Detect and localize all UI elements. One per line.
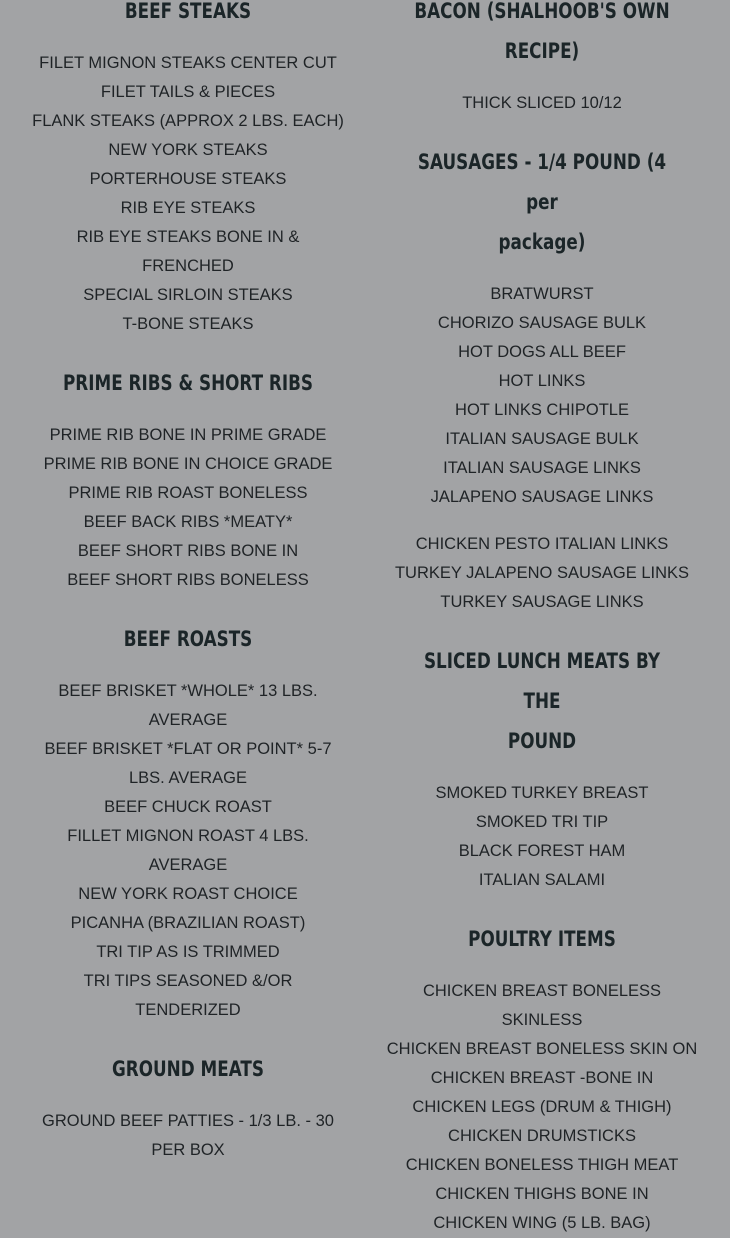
list-item: CHICKEN BONELESS THIGH MEAT: [405, 1156, 679, 1174]
list-item: PICANHA (BRAZILIAN ROAST): [70, 914, 306, 932]
lunch-meats-list: [372, 779, 712, 895]
prime-ribs-list: [12, 421, 364, 595]
list-item: PRIME RIB BONE IN CHOICE GRADE: [43, 455, 333, 473]
list-item: TRI TIPS SEASONED &/OR: [83, 972, 293, 990]
list-item: GROUND BEEF PATTIES - 1/3 LB. - 30: [42, 1112, 334, 1130]
list-item: FLANK STEAKS (APPROX 2 LBS. EACH): [32, 112, 344, 130]
list-item: ITALIAN SAUSAGE LINKS: [443, 459, 641, 477]
bacon-list: [372, 89, 712, 118]
list-item: PRIME RIB BONE IN PRIME GRADE: [49, 426, 327, 444]
ground-meats-list: [12, 1107, 364, 1165]
list-item: NEW YORK ROAST CHOICE: [78, 885, 298, 903]
list-item: CHICKEN LEGS (DRUM & THIGH): [412, 1098, 672, 1116]
list-item: SMOKED TRI TIP: [475, 813, 609, 831]
prime-ribs-heading: PRIME RIBS & SHORT RIBS: [62, 371, 314, 395]
list-item: CHICKEN PESTO ITALIAN LINKS: [415, 535, 669, 553]
ground-meats-heading: GROUND MEATS: [112, 1057, 264, 1081]
list-item: BRATWURST: [490, 285, 594, 303]
list-item: FILET TAILS & PIECES: [100, 83, 276, 101]
list-item: T-BONE STEAKS: [122, 315, 254, 333]
list-item: ITALIAN SAUSAGE BULK: [445, 430, 639, 448]
lunch-meats-heading-line1: SLICED LUNCH MEATS BY THE: [423, 649, 661, 713]
sausages-heading-line1: SAUSAGES - 1/4 POUND (4 per: [417, 150, 667, 214]
list-item: AVERAGE: [148, 711, 228, 729]
beef-steaks-list: [12, 49, 364, 339]
list-item: TURKEY JALAPENO SAUSAGE LINKS: [394, 564, 690, 582]
right-column: [372, 0, 712, 1238]
list-item: SKINLESS: [501, 1011, 583, 1029]
list-item: BEEF BRISKET *WHOLE* 13 LBS.: [58, 682, 318, 700]
list-item: TENDERIZED: [135, 1001, 241, 1019]
list-item: BEEF SHORT RIBS BONE IN: [77, 542, 299, 560]
list-item: HOT LINKS: [498, 372, 586, 390]
list-item: FILET MIGNON STEAKS CENTER CUT: [39, 54, 337, 72]
beef-roasts-list: [12, 677, 364, 1025]
list-item: FILLET MIGNON ROAST 4 LBS.: [67, 827, 309, 845]
list-item: CHORIZO SAUSAGE BULK: [437, 314, 647, 332]
list-item: HOT DOGS ALL BEEF: [458, 343, 626, 361]
list-item: ITALIAN SALAMI: [478, 871, 606, 889]
poultry-list: [372, 977, 712, 1238]
list-item: BEEF SHORT RIBS BONELESS: [67, 571, 309, 589]
list-item: BEEF CHUCK ROAST: [104, 798, 272, 816]
list-item: CHICKEN DRUMSTICKS: [448, 1127, 636, 1145]
lunch-meats-heading-line2: POUND: [507, 729, 577, 753]
list-item: CHICKEN BREAST BONELESS: [422, 982, 662, 1000]
list-item: BEEF BACK RIBS *MEATY*: [83, 513, 293, 531]
beef-steaks-heading: BEEF STEAKS: [124, 0, 252, 23]
list-item: TRI TIP AS IS TRIMMED: [96, 943, 280, 961]
list-item: CHICKEN THIGHS BONE IN: [435, 1185, 649, 1203]
sausages-list: [372, 280, 712, 512]
sausages-poultry-list: [372, 530, 712, 617]
bacon-heading-line2: RECIPE): [504, 39, 580, 63]
list-item: CHICKEN BREAST -BONE IN: [430, 1069, 654, 1087]
list-item: PER BOX: [151, 1141, 225, 1159]
list-item: JALAPENO SAUSAGE LINKS: [430, 488, 654, 506]
list-item: NEW YORK STEAKS: [108, 141, 268, 159]
list-item: LBS. AVERAGE: [129, 769, 247, 787]
list-item: CHICKEN WING (5 LB. BAG): [433, 1214, 651, 1232]
sausages-heading-line2: package): [498, 230, 586, 254]
poultry-heading: POULTRY ITEMS: [468, 927, 616, 951]
list-item: AVERAGE: [148, 856, 228, 874]
beef-roasts-heading: BEEF ROASTS: [123, 627, 253, 651]
list-item: RIB EYE STEAKS: [120, 199, 256, 217]
list-item: SPECIAL SIRLOIN STEAKS: [83, 286, 293, 304]
list-item: FRENCHED: [142, 257, 234, 275]
list-item: THICK SLICED 10/12: [462, 94, 622, 112]
list-item: BLACK FOREST HAM: [458, 842, 626, 860]
list-item: PORTERHOUSE STEAKS: [89, 170, 287, 188]
list-item: BEEF BRISKET *FLAT OR POINT* 5-7: [44, 740, 332, 758]
list-item: SMOKED TURKEY BREAST: [435, 784, 649, 802]
list-item: TURKEY SAUSAGE LINKS: [440, 593, 644, 611]
list-item: RIB EYE STEAKS BONE IN &: [76, 228, 300, 246]
list-item: CHICKEN BREAST BONELESS SKIN ON: [386, 1040, 698, 1058]
bacon-heading-line1: BACON (SHALHOOB'S OWN: [414, 0, 670, 23]
list-item: PRIME RIB ROAST BONELESS: [68, 484, 308, 502]
left-column: [12, 0, 364, 1165]
list-item: HOT LINKS CHIPOTLE: [455, 401, 629, 419]
